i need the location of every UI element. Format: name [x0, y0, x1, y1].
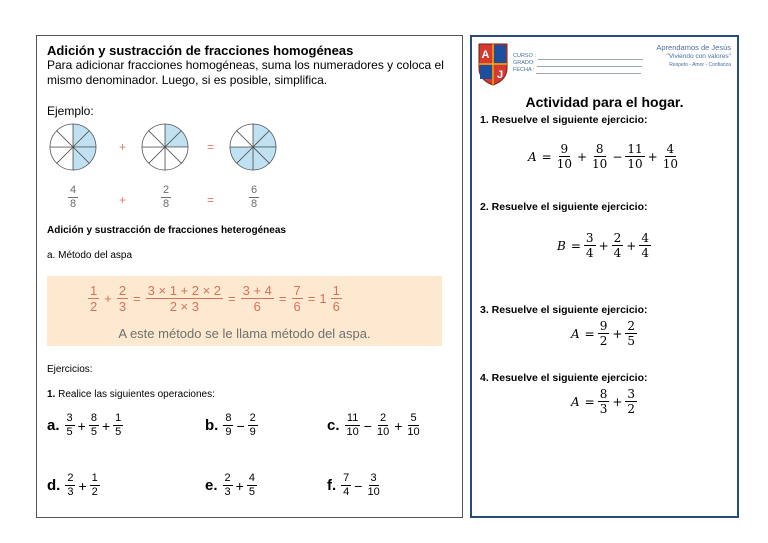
homework-item-4-label: 4. Resuelve el siguiente ejercicio: — [480, 372, 648, 384]
pie-4-eighths — [48, 122, 98, 172]
homework-equation-3: A = $\frac{9}{2}$ + $\frac{2}{5}$ — [570, 319, 636, 348]
logo-letter-a: A — [481, 49, 490, 61]
homework-item-2-label: 2. Resuelve el siguiente ejercicio: — [480, 201, 648, 213]
homework-item-1-label: 1. Resuelve el siguiente ejercicio: — [480, 114, 648, 126]
problem-d: d. $\frac{2}{3}$ + $\frac{1}{2}$ — [47, 472, 98, 498]
pie-2-eighths — [140, 122, 190, 172]
logo-letter-j: J — [496, 69, 504, 81]
example-plus-sign: + — [119, 140, 127, 154]
example-frac-equals: = — [207, 193, 215, 207]
homogeneous-intro-text: Para adicionar fracciones homogéneas, suma los numeradores y coloca el mismo denominador. Luego, si es posible, simplifica. — [47, 58, 444, 87]
aspa-fraction-2: $\frac{2}{3}$ — [118, 283, 127, 314]
homogeneous-section-title: Adición y sustracción de fracciones homogéneas — [47, 43, 354, 58]
aspa-equation: $\frac{1}{2}$ + $\frac{2}{3}$ = $\frac{3 \times 1 + 2 \times 2}{2 \times 3}$ = $\frac{3 + 4}{6}$ = $\frac{7}{6}$ = 1 $\frac{1}{6}$ — [90, 283, 340, 314]
homework-equation-1: A = $\frac{9}{10}$ + $\frac{8}{10}$ − $\frac{11}{10}$ + $\frac{4}{10}$ — [527, 142, 679, 171]
aspa-method-box — [47, 276, 442, 346]
example-fraction-3: $\frac{6}{8}$ — [251, 184, 258, 210]
student-info-form — [513, 53, 643, 74]
left-worksheet-panel — [36, 35, 463, 518]
example-fraction-2: $\frac{2}{8}$ — [163, 184, 170, 210]
aspa-fraction-1: $\frac{1}{2}$ — [90, 283, 98, 314]
curso-field[interactable]: CURSO : — [513, 53, 643, 60]
pie-6-eighths — [228, 122, 278, 172]
problem-f: f. $\frac{7}{4}$ − $\frac{3}{10}$ — [327, 472, 380, 498]
aspa-whole-number: 1 — [319, 291, 327, 306]
grado-field[interactable]: GRADO: — [513, 60, 643, 67]
homework-title: Actividad para el hogar. — [525, 94, 684, 110]
homework-equation-4: A = $\frac{8}{3}$ + $\frac{3}{2}$ — [570, 387, 636, 416]
school-crest-logo — [477, 42, 509, 86]
aspa-fraction-3: $\frac{3 \times 1 + 2 \times 2}{2 \times 3}$ — [147, 283, 222, 314]
aspa-note: A este método se le llama método del aspa. — [118, 326, 371, 341]
aspa-fraction-4: $\frac{3 + 4}{6}$ — [242, 283, 272, 314]
right-homework-panel — [470, 35, 739, 518]
example-fraction-1: $\frac{4}{8}$ — [70, 184, 77, 210]
school-motto: Aprendamos de Jesús "Viviendo con valores" Respeto - Amor - Confianza — [656, 43, 731, 68]
homework-equation-2: B = $\frac{3}{4}$ + $\frac{2}{4}$ + $\frac{4}{4}$ — [557, 231, 649, 260]
heterogeneous-section-title: Adición y sustracción de fracciones heterogéneas — [47, 225, 286, 236]
fecha-field[interactable]: FECHA : — [513, 67, 643, 74]
problem-e: e. $\frac{2}{3}$ + $\frac{4}{5}$ — [205, 472, 255, 498]
exercise-instruction: 1. Realice las siguientes operaciones: — [47, 389, 215, 400]
problem-a: a. $\frac{3}{5}$ + $\frac{8}{5}$ + $\frac{1}{5}$ — [47, 412, 122, 438]
method-title: a. Método del aspa — [47, 250, 133, 261]
example-frac-plus: + — [119, 193, 127, 207]
example-label: Ejemplo: — [47, 104, 94, 118]
problem-c: c. $\frac{11}{10}$ − $\frac{2}{10}$ + $\frac{5}{10}$ — [327, 412, 420, 438]
homework-item-3-label: 3. Resuelve el siguiente ejercicio: — [480, 304, 648, 316]
aspa-fraction-6: $\frac{1}{6}$ — [332, 283, 340, 314]
aspa-fraction-5: $\frac{7}{6}$ — [293, 283, 301, 314]
exercises-label: Ejercicios: — [47, 364, 93, 375]
problem-b: b. $\frac{8}{9}$ − $\frac{2}{9}$ — [205, 412, 256, 438]
example-equals-sign: = — [207, 140, 215, 154]
